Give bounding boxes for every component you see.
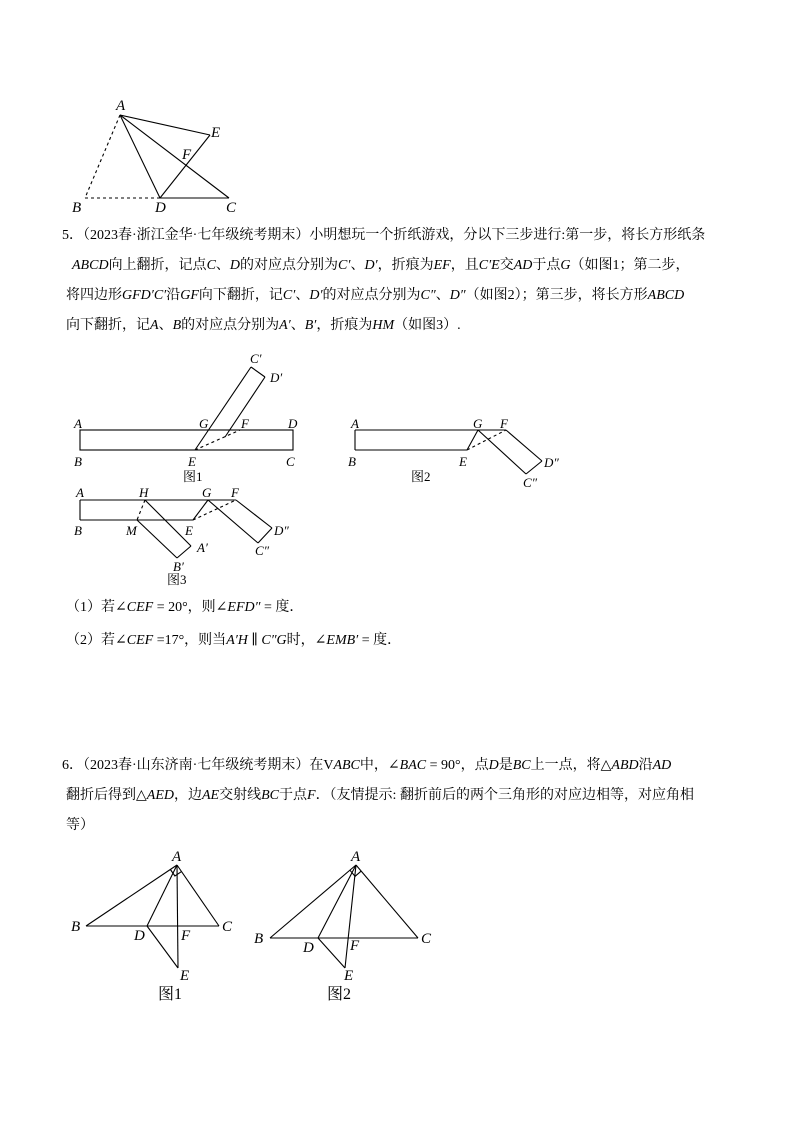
segment-DE [147, 926, 178, 968]
text-run: ∥ [247, 633, 262, 648]
text-run: 向上翻折，记点 [108, 258, 207, 273]
text-run: （2）若∠ [66, 633, 127, 648]
text-run: ，折痕为 [316, 318, 373, 333]
label-E: E [344, 968, 354, 984]
label-C: C [222, 919, 233, 935]
label-A: A [116, 98, 126, 114]
segment-AB-dashed [85, 115, 120, 198]
problem5-stem-line-1 [62, 226, 705, 246]
text-run: 向下翻折，记 [66, 318, 150, 333]
text-run: = 20°，则∠ [153, 600, 228, 615]
math-variable: AD [652, 758, 672, 773]
label-B: B [72, 200, 82, 216]
text-run: （1）若∠ [66, 600, 127, 615]
crease-HM-dashed [137, 500, 145, 520]
problem5-stem-line-4 [66, 316, 461, 336]
math-variable: HM [372, 318, 395, 333]
label-D: D [288, 416, 298, 431]
problem5-figure-1 [73, 351, 298, 484]
label-D: D [155, 200, 166, 216]
math-variable: EFD″ [227, 600, 261, 615]
math-variable: AE [202, 788, 220, 803]
math-variable: AD [513, 258, 533, 273]
label-C-double-prime: C″ [523, 475, 538, 490]
label-A: A [74, 416, 82, 431]
math-variable: AED [146, 788, 174, 803]
math-variable: B [172, 318, 182, 333]
segment-C2D2 [258, 528, 272, 543]
problem6-stem-line-2 [66, 786, 694, 806]
label-A: A [351, 416, 359, 431]
math-variable: ABCD [647, 288, 685, 303]
label-A: A [172, 849, 182, 865]
math-variable: C′E [478, 258, 500, 273]
label-B: B [74, 523, 82, 538]
label-F: F [182, 147, 192, 163]
math-variable: F [307, 788, 316, 803]
math-variable: ABC [333, 758, 360, 773]
segment-C1D1 [251, 367, 265, 377]
problem5-stem-line-3 [66, 286, 684, 306]
label-B-prime: B′ [173, 559, 184, 574]
math-variable: B′ [304, 318, 317, 333]
text-run: 、 [350, 258, 365, 273]
math-variable: ABCD [72, 258, 109, 273]
label-D: D [303, 940, 314, 956]
text-run: 交射线 [219, 788, 262, 803]
text-run: 中，∠ [359, 758, 400, 773]
math-variable: BC [261, 788, 279, 803]
label-E: E [185, 523, 193, 538]
math-variable: EMB′ [326, 633, 359, 648]
math-variable: A′H [226, 633, 248, 648]
segment-AB [270, 865, 356, 938]
text-run: 于点 [532, 258, 561, 273]
text-run: 、 [295, 288, 310, 303]
label-C: C [226, 200, 237, 216]
text-run: 于点 [279, 788, 307, 803]
text-run: = 90°，点 [426, 758, 489, 773]
label-E: E [211, 125, 221, 141]
label-B: B [254, 931, 264, 947]
figure-caption: 图2 [327, 986, 352, 1003]
segment-GC2 [208, 500, 258, 543]
math-variable: CEF [126, 633, 154, 648]
text-run: 等） [66, 818, 94, 833]
text-run: 时，∠ [286, 633, 327, 648]
math-variable: GFD′C′ [122, 288, 167, 303]
math-variable: A′ [279, 318, 291, 333]
text-run: 的对应点分别为 [240, 258, 339, 273]
math-variable: EF [433, 258, 451, 273]
segment-ED [160, 135, 210, 198]
math-variable: D′ [364, 258, 378, 273]
problem5-question-1 [66, 598, 303, 618]
text-run: ，且 [450, 258, 479, 273]
label-F: F [181, 928, 191, 944]
problem5-figure-2 [348, 416, 559, 490]
text-run: ，边 [174, 788, 202, 803]
text-run: 沿 [638, 758, 653, 773]
math-variable: C′ [338, 258, 351, 273]
segment-AB [86, 865, 177, 926]
math-variable: D″ [449, 288, 466, 303]
math-variable: ABD [611, 758, 639, 773]
segment-FD2 [506, 430, 542, 461]
segment-AC [356, 865, 418, 938]
label-B: B [74, 454, 82, 469]
label-E: E [180, 968, 190, 984]
label-G: G [473, 416, 483, 431]
text-run: ．（友情提示: 翻折前后的两个三角形的对应边相等，对应角相 [315, 788, 694, 803]
text-run: 向下翻折，记 [198, 288, 283, 303]
math-variable: C″ [420, 288, 436, 303]
text-run: 的对应点分别为 [322, 288, 421, 303]
figure-caption: 图1 [158, 986, 183, 1003]
problem6-figure-1 [71, 849, 233, 1003]
text-run: 、 [290, 318, 305, 333]
text-run: 将四边形 [66, 288, 122, 303]
problem6-figure-2 [254, 849, 432, 1003]
text-run: =17°，则当 [153, 633, 227, 648]
text-run: 翻折后得到△ [66, 788, 147, 803]
text-run: 、 [435, 288, 450, 303]
figure-caption: 图3 [167, 572, 187, 587]
figure-caption: 图1 [183, 469, 203, 484]
label-H: H [139, 485, 149, 500]
text-run: 6．（2023春·山东济南·七年级统考期末）在 [62, 758, 324, 773]
label-C: C [286, 454, 295, 469]
label-A: A [76, 485, 84, 500]
label-D-prime: D′ [270, 370, 283, 385]
text-run: 、 [158, 318, 173, 333]
math-variable: C′ [282, 288, 296, 303]
segment-FD2 [236, 500, 272, 528]
text-run: 的对应点分别为 [181, 318, 280, 333]
label-E: E [188, 454, 196, 469]
math-variable: C [206, 258, 216, 273]
segment-AD [120, 115, 160, 198]
text-run: 是 [498, 758, 513, 773]
segment-AD [147, 865, 177, 926]
problem5-figure-3 [74, 485, 289, 587]
text-run: = 度． [358, 633, 402, 648]
segment-A1B1 [177, 546, 191, 558]
text-run: 、 [215, 258, 230, 273]
label-B: B [71, 919, 81, 935]
label-M: M [126, 523, 137, 538]
label-A-prime: A′ [197, 540, 208, 555]
rectangle-ABCD [80, 430, 293, 450]
text-run: 5．（2023春·浙江金华·七年级统考期末）小明想玩一个折纸游戏，分以下三步进行:第一步，将长方形纸条 [62, 228, 706, 243]
segment-AE [177, 865, 178, 968]
problem6-stem-line-3 [66, 816, 94, 836]
math-variable: D [488, 758, 499, 773]
segment-AC [177, 865, 219, 926]
label-C: C [421, 931, 432, 947]
text-run: （如图3）. [394, 318, 461, 333]
math-variable: GF [180, 288, 199, 303]
text-run: = 度． [260, 600, 304, 615]
label-B: B [348, 454, 356, 469]
label-C-double-prime: C″ [255, 543, 270, 558]
text-run: 交 [499, 258, 514, 273]
problem5-question-2 [66, 631, 401, 651]
text-run: 沿 [166, 288, 181, 303]
text-run: （如图1；第二步， [570, 258, 690, 273]
math-variable: A [150, 318, 159, 333]
label-E: E [459, 454, 467, 469]
label-F: F [241, 416, 249, 431]
segment-GC2 [478, 430, 526, 474]
problem5-stem-line-2 [72, 256, 689, 276]
text-run: 上一点，将△ [530, 758, 612, 773]
segment-AD [318, 865, 356, 938]
figure-top-triangle [72, 98, 237, 216]
math-variable: BAC [399, 758, 427, 773]
math-variable: CEF [126, 600, 154, 615]
label-G: G [202, 485, 212, 500]
math-variable: D′ [309, 288, 323, 303]
segment-C2D2 [526, 461, 542, 474]
label-D-double-prime: D″ [274, 523, 289, 538]
figure-caption: 图2 [411, 469, 431, 484]
label-F: F [231, 485, 239, 500]
label-F: F [500, 416, 508, 431]
crease-EF-dashed [193, 500, 236, 520]
text-run: （如图2）；第三步，将长方形 [465, 288, 648, 303]
label-D-double-prime: D″ [544, 455, 559, 470]
label-F: F [350, 938, 360, 954]
math-variable: BC [512, 758, 531, 773]
segment-DE [318, 938, 345, 968]
problem6-stem-line-1 [62, 756, 671, 776]
math-variable: D [229, 258, 241, 273]
label-A: A [351, 849, 361, 865]
text-run: ，折痕为 [377, 258, 434, 273]
label-C-prime: C′ [250, 351, 262, 366]
label-D: D [134, 928, 145, 944]
math-variable: G [560, 258, 571, 273]
text-run: V [323, 758, 334, 773]
math-variable: C″G [261, 633, 287, 648]
label-G: G [199, 416, 209, 431]
